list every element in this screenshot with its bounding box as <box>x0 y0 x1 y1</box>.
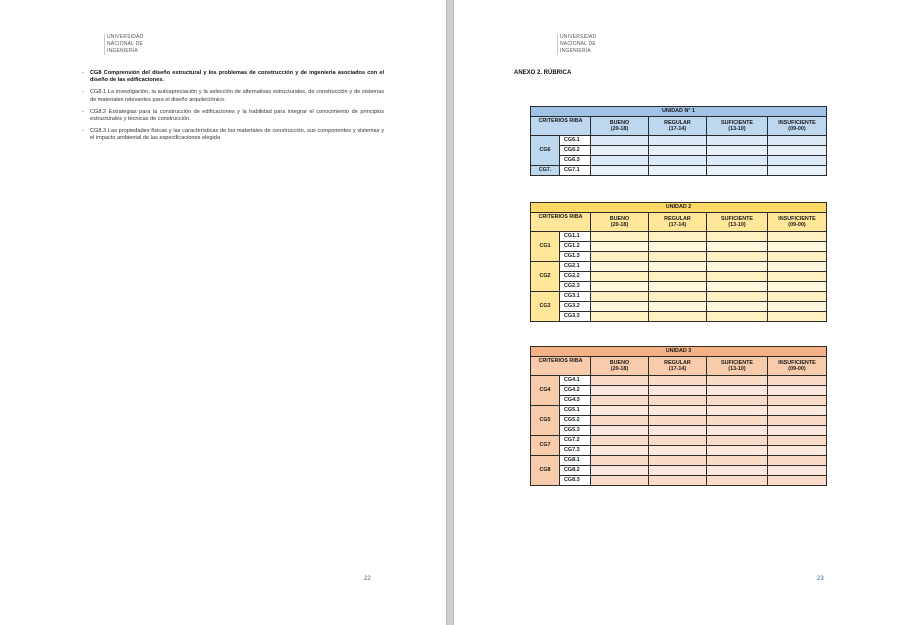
logo-line: NACIONAL DE <box>560 41 596 47</box>
level-name: BUENO <box>609 360 630 366</box>
group-label: CG5 <box>531 406 560 436</box>
criterion-code: CG3.1 <box>560 292 591 302</box>
score-cell[interactable] <box>707 136 768 146</box>
level-range: (09-00) <box>788 126 806 132</box>
level-name: REGULAR <box>664 120 691 126</box>
score-cell[interactable] <box>591 166 649 176</box>
list-item-text: CG8.2 Estrategias para la construcción de edificaciones y la habilidad para integrar el conocimiento de principios estructurales y técnicas de construcción. <box>90 108 384 123</box>
group-label: CG3 <box>531 292 560 322</box>
level-header <box>707 117 768 136</box>
criterion-code: CG4.1 <box>560 376 591 386</box>
score-cell[interactable] <box>591 252 649 262</box>
level-range: (09-00) <box>788 222 806 228</box>
criteria-header: CRITERIOS RIBA <box>531 117 591 136</box>
group-label: CG1 <box>531 232 560 262</box>
score-cell[interactable] <box>707 232 768 242</box>
level-name: INSUFICIENTE <box>778 120 816 126</box>
page-number-left: 22 <box>364 576 371 582</box>
score-cell[interactable] <box>591 416 649 426</box>
unit-title: UNIDAD 2 <box>531 203 827 213</box>
score-cell[interactable] <box>768 156 827 166</box>
criterion-code: CG7.1 <box>560 166 591 176</box>
score-cell[interactable] <box>768 302 827 312</box>
score-cell[interactable] <box>649 232 707 242</box>
score-cell[interactable] <box>768 272 827 282</box>
criterion-code: CG6.2 <box>560 146 591 156</box>
score-cell[interactable] <box>591 156 649 166</box>
criterion-code: CG5.3 <box>560 426 591 436</box>
score-cell[interactable] <box>768 476 827 486</box>
score-cell[interactable] <box>591 396 649 406</box>
table-row <box>531 446 827 456</box>
score-cell[interactable] <box>649 396 707 406</box>
score-cell[interactable] <box>707 166 768 176</box>
criterion-code: CG1.1 <box>560 232 591 242</box>
score-cell[interactable] <box>768 312 827 322</box>
score-cell[interactable] <box>591 302 649 312</box>
criterion-code: CG5.1 <box>560 406 591 416</box>
table-row <box>531 242 827 252</box>
table-row <box>531 396 827 406</box>
score-cell[interactable] <box>649 466 707 476</box>
table-row <box>531 156 827 166</box>
score-cell[interactable] <box>591 146 649 156</box>
logo-line: NACIONAL DE <box>107 41 143 47</box>
logo-line: UNIVERSIDAD <box>560 34 597 40</box>
score-cell[interactable] <box>707 146 768 156</box>
score-cell[interactable] <box>707 156 768 166</box>
score-cell[interactable] <box>707 386 768 396</box>
group-label: CG7 <box>531 436 560 456</box>
score-cell[interactable] <box>707 446 768 456</box>
level-range: (13-10) <box>728 222 746 228</box>
score-cell[interactable] <box>649 292 707 302</box>
group-label: CG6 <box>531 136 560 166</box>
table-row <box>531 282 827 292</box>
score-cell[interactable] <box>768 166 827 176</box>
score-cell[interactable] <box>707 242 768 252</box>
score-cell[interactable] <box>591 386 649 396</box>
level-header <box>591 213 649 232</box>
level-header <box>649 357 707 376</box>
score-cell[interactable] <box>591 282 649 292</box>
score-cell[interactable] <box>649 136 707 146</box>
criterion-code: CG3.3 <box>560 312 591 322</box>
level-range: (17-14) <box>668 366 687 372</box>
table-row <box>531 426 827 436</box>
score-cell[interactable] <box>591 406 649 416</box>
score-cell[interactable] <box>649 262 707 272</box>
criterion-code: CG6.1 <box>560 136 591 146</box>
level-range: (20-18) <box>610 126 629 132</box>
score-cell[interactable] <box>768 386 827 396</box>
score-cell[interactable] <box>591 466 649 476</box>
level-range: (20-18) <box>610 222 629 228</box>
criterion-code: CG6.3 <box>560 156 591 166</box>
score-cell[interactable] <box>591 376 649 386</box>
score-cell[interactable] <box>649 242 707 252</box>
criterion-code: CG2.3 <box>560 282 591 292</box>
score-cell[interactable] <box>649 312 707 322</box>
score-cell[interactable] <box>768 456 827 466</box>
score-cell[interactable] <box>591 446 649 456</box>
criteria-header: CRITERIOS RIBA <box>531 357 591 376</box>
score-cell[interactable] <box>649 302 707 312</box>
list-item-text: CG8.3 Las propiedades físicas y las características de los materiales de construcción, sus componentes y sistemas y el impacto ambiental de las especificaciones elegida <box>90 128 384 142</box>
bullet: - <box>82 128 84 135</box>
level-header <box>649 213 707 232</box>
criterion-code: CG8.2 <box>560 466 591 476</box>
table-row <box>531 436 827 446</box>
table-row <box>531 166 827 176</box>
criterion-code: CG8.1 <box>560 456 591 466</box>
score-cell[interactable] <box>707 416 768 426</box>
bullet: - <box>82 108 84 115</box>
score-cell[interactable] <box>768 466 827 476</box>
score-cell[interactable] <box>649 476 707 486</box>
level-header <box>768 357 827 376</box>
score-cell[interactable] <box>649 156 707 166</box>
group-label: CG4 <box>531 376 560 406</box>
bullet: - <box>82 89 84 96</box>
level-header <box>707 357 768 376</box>
criterion-code: CG1.2 <box>560 242 591 252</box>
list-item <box>82 128 384 142</box>
level-header <box>591 357 649 376</box>
score-cell[interactable] <box>768 426 827 436</box>
level-name: REGULAR <box>664 216 691 222</box>
criterion-code: CG3.2 <box>560 302 591 312</box>
score-cell[interactable] <box>649 272 707 282</box>
level-header <box>768 213 827 232</box>
criterion-code: CG8.3 <box>560 476 591 486</box>
rubric-table-unit-1 <box>530 106 827 176</box>
table-row <box>531 312 827 322</box>
level-header <box>707 213 768 232</box>
list-item-text: CG8 Comprensión del diseño estructural y los problemas de construcción y de ingeniería asociados con el diseño de las edificaciones. <box>90 70 384 84</box>
score-cell[interactable] <box>707 466 768 476</box>
score-cell[interactable] <box>591 272 649 282</box>
score-cell[interactable] <box>768 262 827 272</box>
table-row <box>531 302 827 312</box>
score-cell[interactable] <box>591 312 649 322</box>
criterion-code: CG4.2 <box>560 386 591 396</box>
university-logo-left <box>104 34 143 55</box>
bullet: - <box>82 70 84 76</box>
score-cell[interactable] <box>649 376 707 386</box>
score-cell[interactable] <box>707 456 768 466</box>
logo-line: UNIVERSIDAD <box>107 34 144 40</box>
rubric-table-unit-2 <box>530 202 827 322</box>
score-cell[interactable] <box>707 302 768 312</box>
score-cell[interactable] <box>707 406 768 416</box>
criterion-code: CG2.1 <box>560 262 591 272</box>
score-cell[interactable] <box>768 136 827 146</box>
table-row <box>531 406 827 416</box>
table-row <box>531 262 827 272</box>
level-header <box>768 117 827 136</box>
level-header <box>649 117 707 136</box>
table-row <box>531 476 827 486</box>
score-cell[interactable] <box>768 446 827 456</box>
score-cell[interactable] <box>768 406 827 416</box>
score-cell[interactable] <box>591 476 649 486</box>
level-name: BUENO <box>609 216 630 222</box>
score-cell[interactable] <box>707 272 768 282</box>
score-cell[interactable] <box>768 416 827 426</box>
score-cell[interactable] <box>649 146 707 156</box>
score-cell[interactable] <box>707 376 768 386</box>
table-row <box>531 272 827 282</box>
score-cell[interactable] <box>768 292 827 302</box>
score-cell[interactable] <box>591 262 649 272</box>
table-row <box>531 252 827 262</box>
table-row <box>531 232 827 242</box>
table-row <box>531 456 827 466</box>
level-range: (17-14) <box>668 222 687 228</box>
level-range: (13-10) <box>728 126 746 132</box>
level-header <box>591 117 649 136</box>
score-cell[interactable] <box>707 292 768 302</box>
score-cell[interactable] <box>591 242 649 252</box>
score-cell[interactable] <box>649 386 707 396</box>
criterion-code: CG7.2 <box>560 436 591 446</box>
table-row <box>531 292 827 302</box>
group-label: CG2 <box>531 262 560 292</box>
criterion-code: CG1.3 <box>560 252 591 262</box>
level-range: (17-14) <box>668 126 687 132</box>
score-cell[interactable] <box>768 232 827 242</box>
score-cell[interactable] <box>591 232 649 242</box>
table-row <box>531 386 827 396</box>
score-cell[interactable] <box>591 436 649 446</box>
score-cell[interactable] <box>768 252 827 262</box>
score-cell[interactable] <box>591 456 649 466</box>
score-cell[interactable] <box>591 426 649 436</box>
score-cell[interactable] <box>768 376 827 386</box>
level-name: BUENO <box>609 120 630 126</box>
score-cell[interactable] <box>707 262 768 272</box>
score-cell[interactable] <box>649 436 707 446</box>
score-cell[interactable] <box>649 426 707 436</box>
table-row <box>531 136 827 146</box>
level-name: REGULAR <box>664 360 691 366</box>
university-logo-right <box>557 34 596 55</box>
level-name: INSUFICIENTE <box>778 360 816 366</box>
table-row <box>531 146 827 156</box>
level-range: (13-10) <box>728 366 746 372</box>
score-cell[interactable] <box>649 446 707 456</box>
level-name: SUFICIENTE <box>720 120 754 126</box>
list-item <box>82 109 384 123</box>
page-number-right: 23 <box>817 576 824 582</box>
score-cell[interactable] <box>768 242 827 252</box>
level-range: (20-18) <box>610 366 629 372</box>
score-cell[interactable] <box>707 476 768 486</box>
score-cell[interactable] <box>768 436 827 446</box>
score-cell[interactable] <box>649 406 707 416</box>
table-row <box>531 466 827 476</box>
list-item-text: CG8.1 La investigación, la autoapreciación y la selección de alternativas estructurales, de construcción y de sistemas de materiales relevantes para el diseño arquitectónico. <box>90 89 384 103</box>
group-label: CG7. <box>531 166 560 176</box>
score-cell[interactable] <box>707 396 768 406</box>
level-name: INSUFICIENTE <box>778 216 816 222</box>
score-cell[interactable] <box>768 282 827 292</box>
list-item <box>82 70 384 84</box>
score-cell[interactable] <box>707 436 768 446</box>
page-gutter <box>446 0 454 625</box>
score-cell[interactable] <box>649 456 707 466</box>
competency-list <box>82 70 384 148</box>
criteria-header: CRITERIOS RIBA <box>531 213 591 232</box>
table-row <box>531 416 827 426</box>
table-row <box>531 376 827 386</box>
score-cell[interactable] <box>649 166 707 176</box>
group-label: CG8 <box>531 456 560 486</box>
score-cell[interactable] <box>707 426 768 436</box>
score-cell[interactable] <box>649 282 707 292</box>
logo-line: INGENIERÍA <box>107 48 138 54</box>
level-name: SUFICIENTE <box>720 216 754 222</box>
unit-title: UNIDAD 3 <box>531 347 827 357</box>
criterion-code: CG2.2 <box>560 272 591 282</box>
criterion-code: CG7.3 <box>560 446 591 456</box>
rubric-table-unit-3 <box>530 346 827 486</box>
score-cell[interactable] <box>649 252 707 262</box>
score-cell[interactable] <box>768 396 827 406</box>
score-cell[interactable] <box>707 282 768 292</box>
criterion-code: CG4.3 <box>560 396 591 406</box>
level-name: SUFICIENTE <box>720 360 754 366</box>
score-cell[interactable] <box>707 312 768 322</box>
level-range: (09-00) <box>788 366 806 372</box>
list-item <box>82 89 384 103</box>
logo-line: INGENIERÍA <box>560 48 591 54</box>
score-cell[interactable] <box>707 252 768 262</box>
unit-title: UNIDAD N° 1 <box>531 107 827 117</box>
score-cell[interactable] <box>649 416 707 426</box>
criterion-code: CG5.2 <box>560 416 591 426</box>
score-cell[interactable] <box>768 146 827 156</box>
score-cell[interactable] <box>591 136 649 146</box>
score-cell[interactable] <box>591 292 649 302</box>
annex-title: ANEXO 2. RÚBRICA <box>514 70 572 76</box>
